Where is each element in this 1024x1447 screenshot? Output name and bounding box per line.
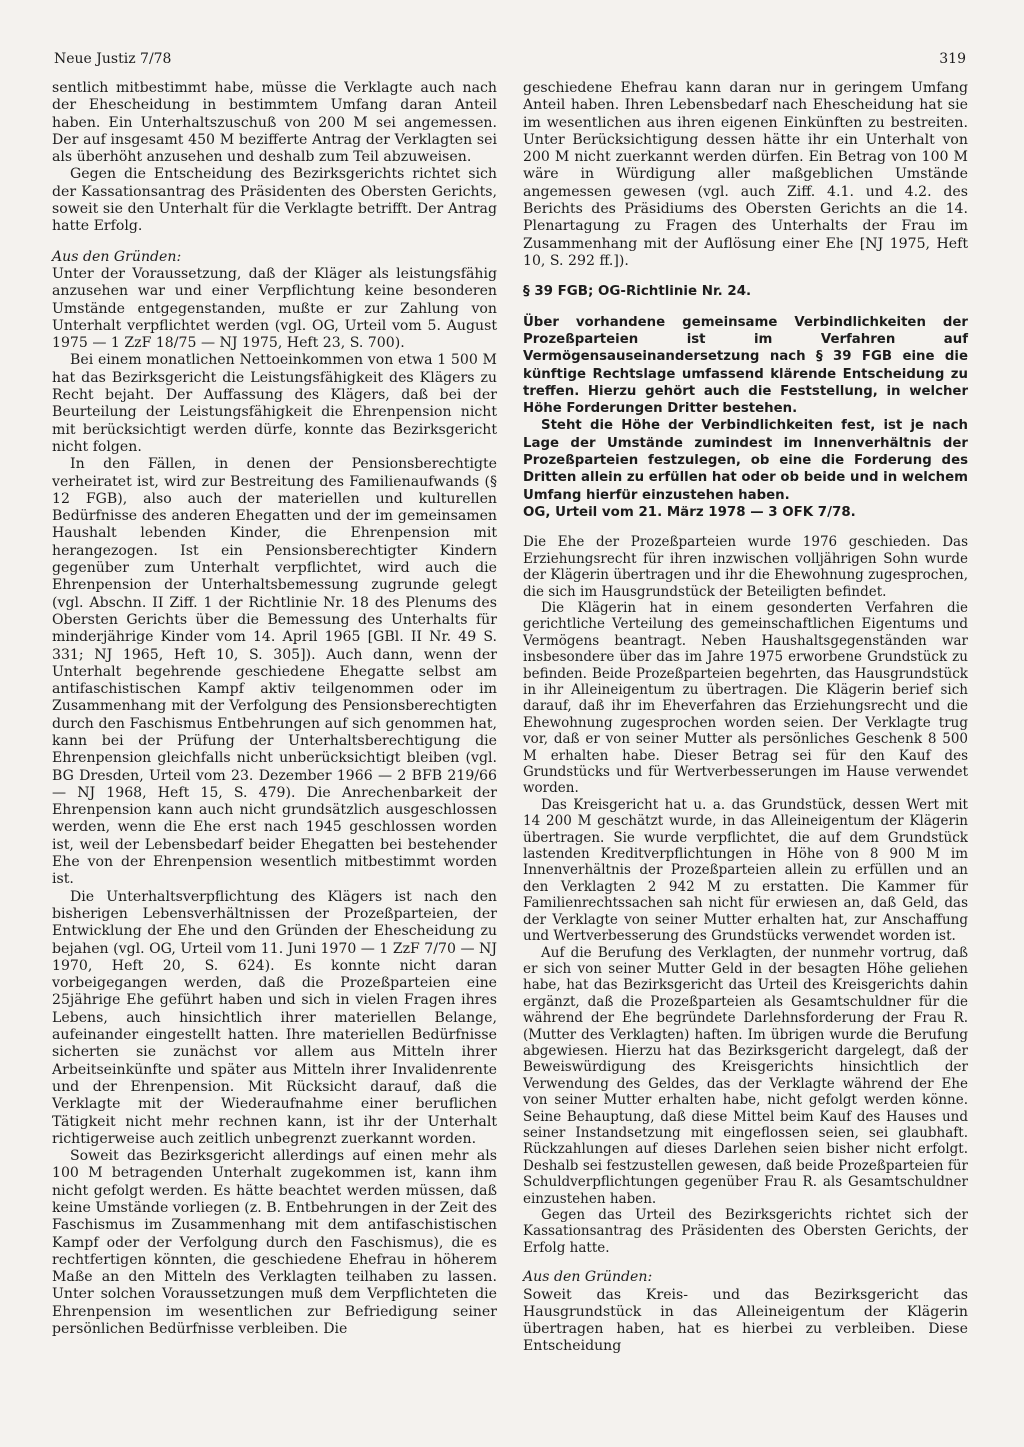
paragraph: In den Fällen, in denen der Pensionsberechtigte verheiratet ist, wird zur Bestreitung des Familienaufwands (§ 12 FGB), also auch der materiellen und kulturellen Bedürfnisse des anderen Ehegatten und der im gemeinsamen Haushalt lebenden Kinder, die Ehrenpension mit herangezogen. Ist ein Pensionsberechtigter Kindern gegenüber zum Unterhalt verpflichtet, wird auch die Ehrenpension der Unterhaltsbemessung zugrunde gelegt (vgl. Abschn. II Ziff. 1 der Richtlinie Nr. 18 des Plenums des Obersten Gerichts über die Bemessung des Unterhalts für minderjährige Kinder vom 14. April 1965 [GBl. II Nr. 49 S. 331; NJ 1965, Heft 10, S. 305]). Auch dann, wenn der Unterhalt begehrende geschiedene Ehegatte selbst am antifaschistischen Kampf aktiv teilgenommen oder im Zusammenhang mit der Verfolgung des Pensionsberechtigten durch den Faschismus Entbehrungen auf sich genommen hat, kann bei der Prüfung der Unterhaltsberechtigung die Ehrenpension gleichfalls nicht unberücksichtigt bleiben (vgl. BG Dresden, Urteil vom 23. Dezember 1966 — 2 BFB 219/66 — NJ 1968, Heft 15, S. 479). Die Anrechenbarkeit der Ehrenpension kann auch nicht grundsätzlich ausgeschlossen werden, wenn die Ehe erst nach 1945 geschlossen worden ist, weil der Lebensbedarf beider Ehegatten bei bestehender Ehe von der Ehrenpension wesentlich mitbestimmt worden ist.	[52, 456, 497, 888]
paragraph: Die Klägerin hat in einem gesonderten Verfahren die gerichtliche Verteilung des gemeinschaftlichen Eigentums und Vermögens beantragt. Neben Haushaltsgegenständen war insbesondere über das im Jahre 1975 erworbene Grundstück zu befinden. Beide Prozeßparteien begehrten, das Hausgrundstück in ihr Alleineigentum zu übertragen. Die Klägerin berief sich darauf, daß ihr im Eheverfahren das Erziehungsrecht und die Ehewohnung zugesprochen worden seien. Der Verklagte trug vor, daß er von seiner Mutter als persönliches Geschenk 8 500 M erhalten habe. Dieser Betrag sei für den Kauf des Grundstücks und für Wertverbesserungen im Hause verwendet worden.	[523, 599, 968, 797]
spacer	[523, 1256, 968, 1269]
spacer	[523, 270, 968, 283]
section-heading: Aus den Gründen:	[523, 1269, 653, 1286]
paragraph: Gegen das Urteil des Bezirksgerichts richtet sich der Kassationsantrag des Präsidenten des Obersten Gerichts, der Erfolg hatte.	[523, 1207, 968, 1256]
page-number: 319	[939, 51, 966, 67]
paragraph: geschiedene Ehefrau kann daran nur in geringem Umfang Anteil haben. Ihren Lebensbedarf nach Ehescheidung hat sie im wesentlichen aus ihren eigenen Einkünften zu bestreiten. Unter Berücksichtigung dessen hätte ihr ein Unterhalt von 200 M nicht zuerkannt werden dürfen. Ein Betrag von 100 M wäre in Würdigung aller maßgeblichen Umstände angemessen gewesen (vgl. auch Ziff. 4.1. und 4.2. des Berichts des Präsidiums des Obersten Gerichts an die 14. Plenartagung zu Fragen des Unterhalts der Frau im Zusammenhang mit der Auflösung einer Ehe [NJ 1975, Heft 10, S. 292 ff.]).	[523, 80, 968, 269]
case-body	[523, 534, 968, 1256]
decision-heading: § 39 FGB; OG-Richtlinie Nr. 24.	[523, 284, 752, 300]
paragraph: Das Kreisgericht hat u. a. das Grundstück, dessen Wert mit 14 200 M geschätzt wurde, in das Alleineigentum der Klägerin übertragen. Sie wurde verpflichtet, die auf dem Grundstück lastenden Kreditverpflichtungen in Höhe von 8 900 M im Innenverhältnis der Prozeßparteien allein zu erfüllen und an den Verklagten 2 942 M zu erstatten. Die Kammer für Familienrechtssachen sah nicht für erwiesen an, daß Geld, das der Verklagte von seiner Mutter erhalten hat, zur Anschaffung und Wertverbesserung des Grundstücks verwendet worden ist.	[523, 796, 968, 945]
paragraph: Soweit das Bezirksgericht allerdings auf einen mehr als 100 M betragenden Unterhalt zugekommen ist, kann ihm nicht gefolgt werden. Es hätte beachtet werden müssen, daß keine Umstände vorliegen (z. B. Entbehrungen in der Zeit des Faschismus im Zusammenhang mit dem antifaschistischen Kampf oder der Verfolgung durch den Faschismus), die es rechtfertigen könnten, die geschiedene Ehefrau in höherem Maße an den Mitteln des Verklagten teilhaben zu lassen. Unter solchen Voraussetzungen muß dem Verpflichteten die Ehrenpension im wesentlichen zur Befriedigung seiner persönlichen Bedürfnisse verbleiben. Die	[52, 1148, 497, 1338]
page-header	[52, 50, 968, 80]
paragraph: Die Ehe der Prozeßparteien wurde 1976 geschieden. Das Erziehungsrecht für ihren inzwischen volljährigen Sohn wurde der Klägerin übertragen und ihr die Ehewohnung zugesprochen, die sich im Hausgrundstück der Beteiligten befindet.	[523, 534, 968, 600]
headnote-paragraph: Steht die Höhe der Verbindlichkeiten fest, ist je nach Lage der Umstände zumindest im Innenverhältnis der Prozeßparteien festzulegen, ob eine die Forderung des Dritten allein zu erfüllen hat oder ob beide und in welchem Umfang hierfür einzustehen haben.	[523, 418, 968, 503]
paragraph: Auf die Berufung des Verklagten, der nunmehr vortrug, daß er sich von seiner Mutter Geld in der besagten Höhe geliehen habe, hat das Bezirksgericht das Urteil des Kreisgerichts dahin ergänzt, daß die Prozeßparteien als Gesamtschuldner für die während der Ehe begründete Darlehnsforderung der Frau R. (Mutter des Verklagten) haften. Im übrigen wurde die Berufung abgewiesen. Hierzu hat das Bezirksgericht dargelegt, daß der Beweiswürdigung des Kreisgerichts hinsichtlich der Verwendung des Geldes, das der Verklagte während der Ehe von seiner Mutter erhalten habe, nicht gefolgt werden könne. Seine Behauptung, daß diese Mittel beim Kauf des Hauses und seiner Instandsetzung mit eingeflossen seien, sei glaubhaft. Rückzahlungen auf dieses Darlehen seien bisher nicht erfolgt. Deshalb sei festzustellen gewesen, daß beide Prozeßparteien für Schuldverpflichtungen gegenüber Frau R. als Gesamtschuldner einzustehen haben.	[523, 944, 968, 1207]
headnote-paragraph: Über vorhandene gemeinsame Verbindlichkeiten der Prozeßparteien ist im Verfahren auf Vermögensauseinandersetzung nach § 39 FGB eine die künftige Rechtslage umfassend klärende Entscheidung zu treffen. Hierzu gehört auch die Feststellung, in welcher Höhe Forderungen Dritter bestehen.	[523, 314, 968, 417]
spacer	[52, 236, 497, 249]
paragraph: Bei einem monatlichen Nettoeinkommen von etwa 1 500 M hat das Bezirksgericht die Leistungsfähigkeit des Klägers zu Recht bejaht. Der Auffassung des Klägers, daß bei der Beurteilung der Leistungsfähigkeit die Ehrenpension nicht mit berücksichtigt werden dürfe, konnte das Bezirksgericht nicht folgen.	[52, 352, 497, 455]
paragraph: Unter der Voraussetzung, daß der Kläger als leistungsfähig anzusehen war und einer Verpflichtung keine besonderen Umstände entgegenstanden, mußte er zur Zahlung von Unterhalt verpflichtet werden (vgl. OG, Urteil vom 5. August 1975 — 1 ZzF 18/75 — NJ 1975, Heft 23, S. 700).	[52, 265, 497, 352]
section-heading: Aus den Gründen:	[52, 248, 182, 265]
paragraph: sentlich mitbestimmt habe, müsse die Verklagte auch nach der Ehescheidung in bestimmtem Umfang daran Anteil haben. Ein Unterhaltszuschuß von 200 M sei angemessen. Der auf insgesamt 450 M bezifferte Antrag der Verklagten sei als überhöht anzusehen und deshalb zum Teil abzuweisen.	[52, 80, 497, 166]
decision-citation: OG, Urteil vom 21. März 1978 — 3 OFK 7/78.	[523, 504, 856, 520]
left-column	[52, 80, 497, 1356]
text-columns	[52, 80, 968, 1356]
paragraph: Gegen die Entscheidung des Bezirksgerichts richtet sich der Kassationsantrag des Präsidenten des Obersten Gerichts, soweit sie den Unterhalt für die Verklagte betrifft. Der Antrag hatte Erfolg.	[52, 166, 497, 235]
journal-title: Neue Justiz 7/78	[54, 51, 172, 67]
spacer	[523, 521, 968, 534]
spacer	[523, 301, 968, 314]
paragraph: Soweit das Kreis- und das Bezirksgericht das Hausgrundstück in das Alleineigentum der Klägerin übertragen haben, hat es hierbei zu verbleiben. Diese Entscheidung	[523, 1286, 968, 1355]
right-column	[523, 80, 968, 1356]
paragraph: Die Unterhaltsverpflichtung des Klägers ist nach den bisherigen Lebensverhältnissen der Prozeßparteien, der Entwicklung der Ehe und den Gründen der Ehescheidung zu bejahen (vgl. OG, Urteil vom 11. Juni 1970 — 1 ZzF 7/70 — NJ 1970, Heft 20, S. 624). Es konnte nicht daran vorbeigegangen werden, daß die Prozeßparteien eine 25jährige Ehe geführt haben und sich in vielen Fragen ihres Lebens, auch hinsichtlich ihrer materiellen Belange, aufeinander eingestellt hatten. Ihre materiellen Bedürfnisse sicherten sie zunächst vor allem aus Mitteln ihrer Arbeitseinkünfte und später aus Mitteln ihrer Invalidenrente und der Ehrenpension. Mit Rücksicht darauf, daß die Verklagte mit der Wiederaufnahme einer beruflichen Tätigkeit nicht mehr rechnen kann, ist ihr der Unterhalt richtigerweise auch zeitlich unbegrenzt zuerkannt worden.	[52, 888, 497, 1147]
